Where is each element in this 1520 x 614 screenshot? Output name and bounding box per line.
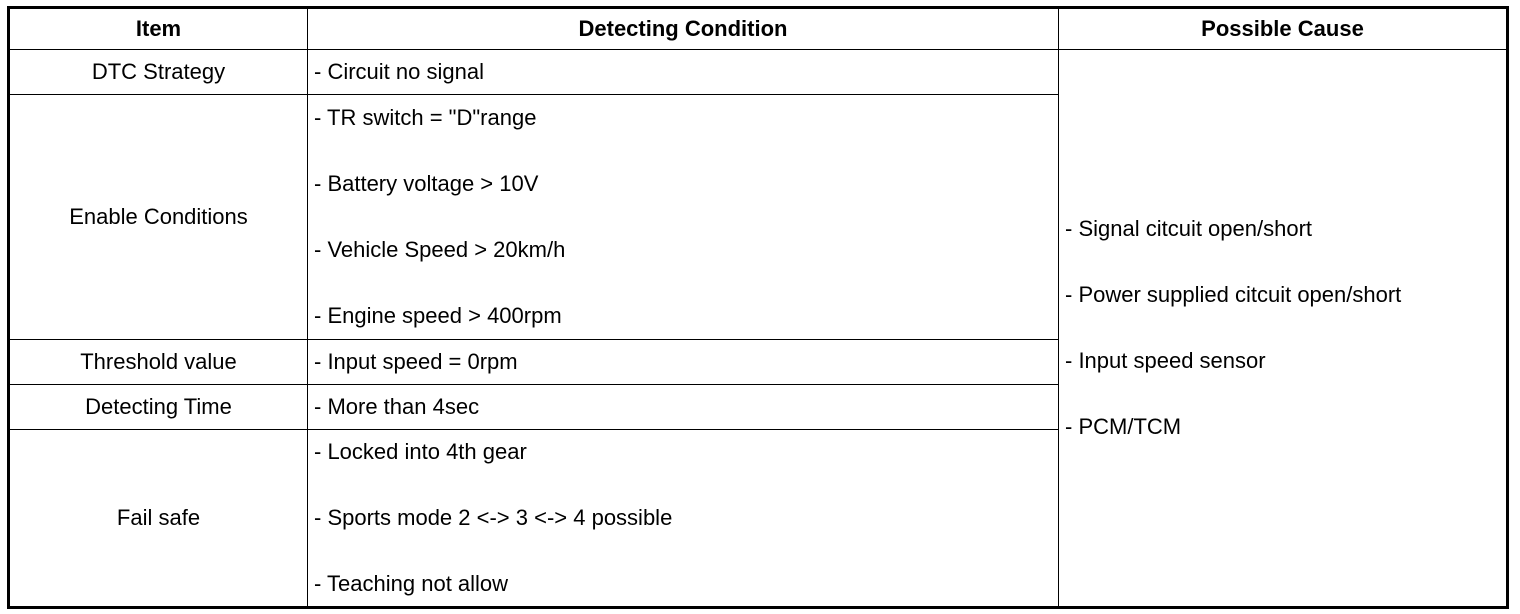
condition-line: - Teaching not allow	[314, 571, 509, 596]
possible-cause-cell	[1059, 50, 1508, 608]
condition-line: - Vehicle Speed > 20km/h	[314, 237, 566, 262]
condition-cell	[308, 50, 1059, 95]
item-cell: Enable Conditions	[9, 95, 308, 340]
item-cell: Fail safe	[9, 430, 308, 608]
condition-line: - More than 4sec	[314, 394, 480, 419]
cause-line: - Power supplied citcuit open/short	[1065, 282, 1402, 307]
dtc-table-container	[7, 6, 1506, 606]
cause-line: - Signal citcuit open/short	[1065, 216, 1313, 241]
condition-cell	[308, 95, 1059, 340]
cause-line: - PCM/TCM	[1065, 414, 1182, 439]
item-cell: Detecting Time	[9, 385, 308, 430]
dtc-table	[7, 6, 1509, 609]
condition-cell	[308, 430, 1059, 608]
condition-line: - TR switch = "D"range	[314, 105, 537, 130]
condition-line: - Input speed = 0rpm	[314, 349, 518, 374]
table-row	[9, 50, 1508, 95]
condition-cell	[308, 385, 1059, 430]
condition-line: - Battery voltage > 10V	[314, 171, 539, 196]
item-cell: Threshold value	[9, 340, 308, 385]
table-header-row	[9, 8, 1508, 50]
condition-line: - Engine speed > 400rpm	[314, 303, 562, 328]
item-cell: DTC Strategy	[9, 50, 308, 95]
condition-line: - Sports mode 2 <-> 3 <-> 4 possible	[314, 505, 673, 530]
condition-cell	[308, 340, 1059, 385]
header-detecting-condition: Detecting Condition	[308, 8, 1059, 50]
cause-line: - Input speed sensor	[1065, 348, 1266, 373]
header-possible-cause: Possible Cause	[1059, 8, 1508, 50]
condition-line: - Circuit no signal	[314, 59, 484, 84]
header-item: Item	[9, 8, 308, 50]
condition-line: - Locked into 4th gear	[314, 439, 527, 464]
